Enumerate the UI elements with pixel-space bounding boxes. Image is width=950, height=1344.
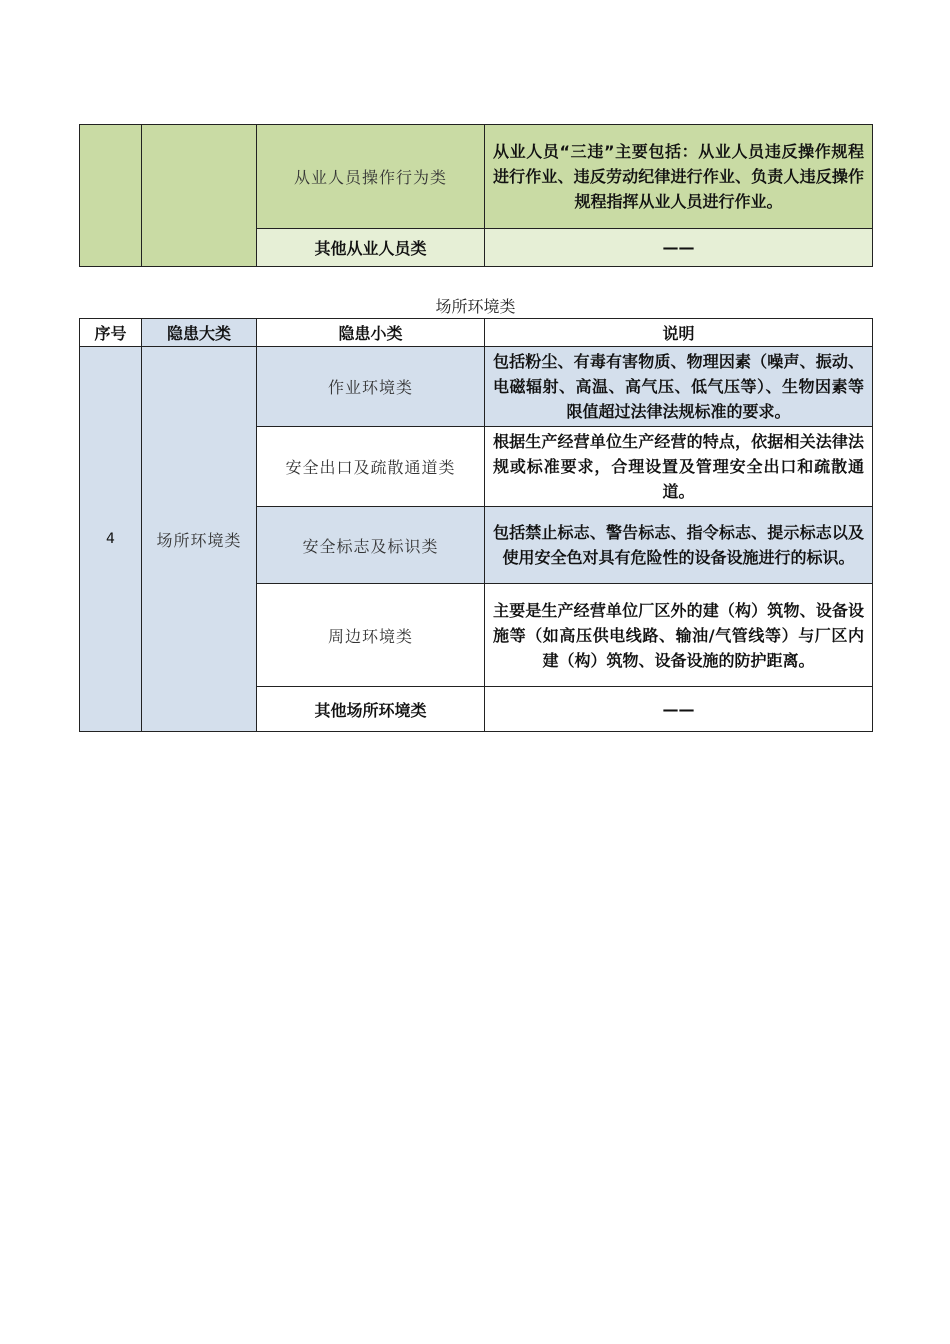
header-minor-category: 隐患小类 (257, 319, 485, 347)
header-major-category: 隐患大类 (142, 319, 257, 347)
description-cell: 从业人员“三违”主要包括：从业人员违反操作规程进行作业、违反劳动纪律进行作业、负责人违反操作规程指挥从业人员进行作业。 (485, 125, 873, 229)
seq-cell-continued (80, 125, 142, 267)
site-environment-hazard-table (79, 318, 873, 732)
subcategory-cell: 其他场所环境类 (257, 687, 485, 732)
subcategory-cell: 安全标志及标识类 (257, 507, 485, 584)
description-cell: —— (485, 687, 873, 732)
header-description: 说明 (485, 319, 873, 347)
major-category-cell: 场所环境类 (142, 347, 257, 732)
table-caption: 场所环境类 (435, 297, 516, 316)
header-row (80, 319, 873, 347)
subcategory-cell: 安全出口及疏散通道类 (257, 427, 485, 507)
subcategory-cell: 周边环境类 (257, 584, 485, 687)
table-row (80, 347, 873, 427)
description-cell: —— (485, 229, 873, 267)
description-cell: 主要是生产经营单位厂区外的建（构）筑物、设备设施等（如高压供电线路、输油/气管线等）与厂区内建（构）筑物、设备设施的防护距离。 (485, 584, 873, 687)
header-seq: 序号 (80, 319, 142, 347)
description-cell: 包括粉尘、有毒有害物质、物理因素（噪声、振动、电磁辐射、高温、高气压、低气压等）、生物因素等限值超过法律法规标准的要求。 (485, 347, 873, 427)
subcategory-cell: 从业人员操作行为类 (257, 125, 485, 229)
description-cell: 包括禁止标志、警告标志、指令标志、提示标志以及使用安全色对具有危险性的设备设施进行的标识。 (485, 507, 873, 584)
continued-hazard-table (79, 124, 873, 267)
major-category-cell-continued (142, 125, 257, 267)
description-cell: 根据生产经营单位生产经营的特点，依据相关法律法规或标准要求，合理设置及管理安全出口和疏散通道。 (485, 427, 873, 507)
subcategory-cell: 作业环境类 (257, 347, 485, 427)
seq-cell: 4 (80, 347, 142, 732)
subcategory-cell: 其他从业人员类 (257, 229, 485, 267)
